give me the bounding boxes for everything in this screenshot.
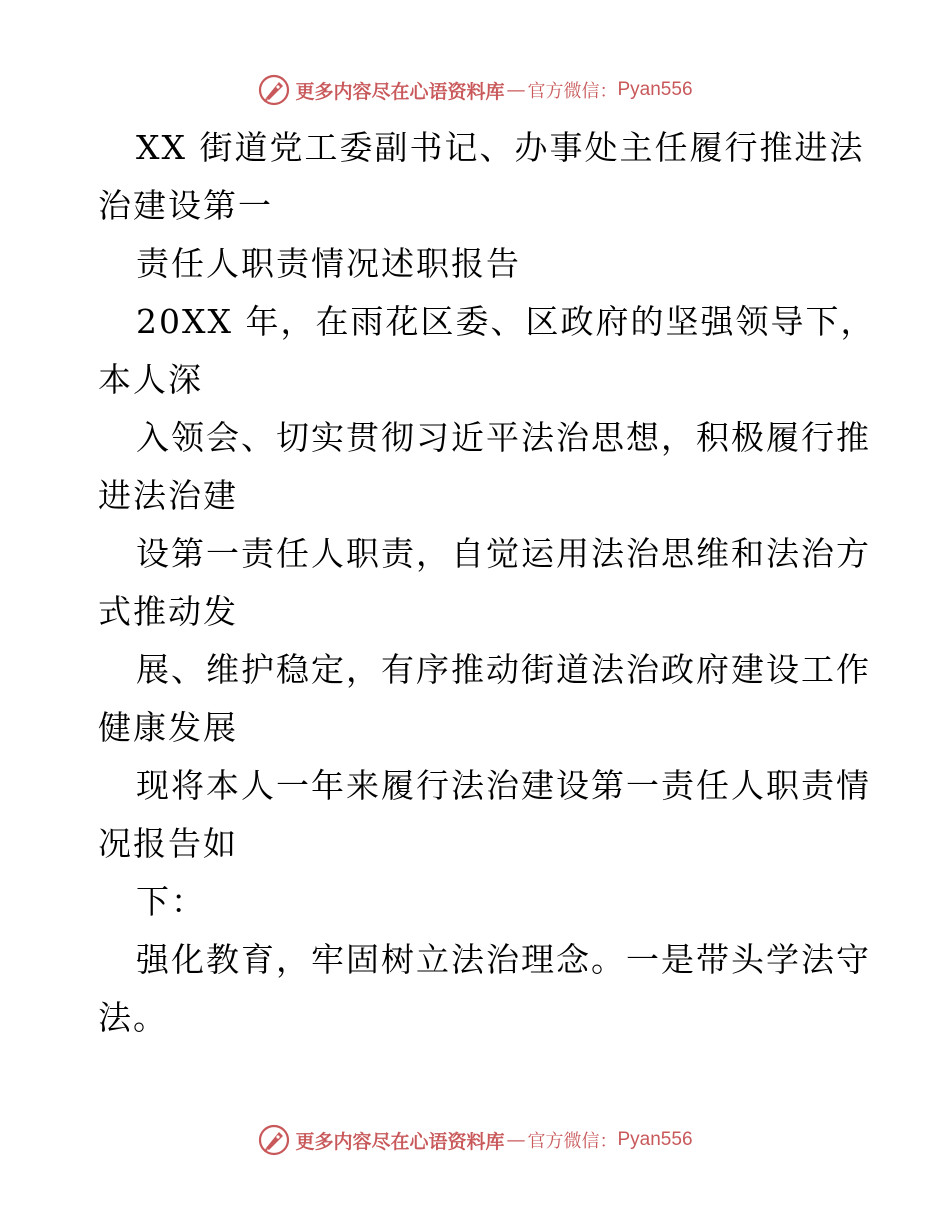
watermark-dash: —: [506, 79, 526, 101]
body-line: 本人深: [98, 360, 203, 399]
body-line: 进法治建: [98, 476, 238, 515]
body-line: 展、维护稳定，有序推动街道法治政府建设工作: [136, 650, 871, 689]
watermark-sub-text: 官方微信：: [527, 1131, 618, 1152]
watermark-main-text: 更多内容尽在心语资料库: [295, 1130, 505, 1153]
watermark-id: Pyan556: [617, 1129, 693, 1150]
body-line: 式推动发: [98, 592, 238, 631]
watermark-main-text: 更多内容尽在心语资料库: [295, 80, 505, 103]
body-line: 治建设第一: [98, 186, 273, 225]
body-line: 现将本人一年来履行法治建设第一责任人职责情: [136, 766, 871, 805]
watermark-dash: —: [506, 1129, 526, 1151]
body-line: 健康发展: [98, 708, 238, 747]
body-line: XX 街道党工委副书记、办事处主任履行推进法: [136, 128, 865, 167]
body-line: 20XX 年，在雨花区委、区政府的坚强领导下，: [136, 302, 876, 341]
pen-nib-logo-icon: [257, 1123, 291, 1157]
document-body: [98, 119, 876, 1047]
body-line: 法。: [98, 998, 168, 1037]
body-line: 入领会、切实贯彻习近平法治思想，积极履行推: [136, 418, 871, 457]
watermark-id: Pyan556: [617, 79, 693, 100]
watermark-sub-text: 官方微信：: [527, 81, 618, 102]
body-line: 强化教育，牢固树立法治理念。一是带头学法守: [136, 940, 871, 979]
header-watermark: [0, 70, 950, 110]
body-line: 设第一责任人职责，自觉运用法治思维和法治方: [136, 534, 871, 573]
pen-nib-logo-icon: [257, 73, 291, 107]
body-line: 下：: [136, 882, 206, 921]
body-line: 责任人职责情况述职报告: [136, 244, 521, 283]
footer-watermark: [0, 1120, 950, 1160]
body-line: 况报告如: [98, 824, 238, 863]
